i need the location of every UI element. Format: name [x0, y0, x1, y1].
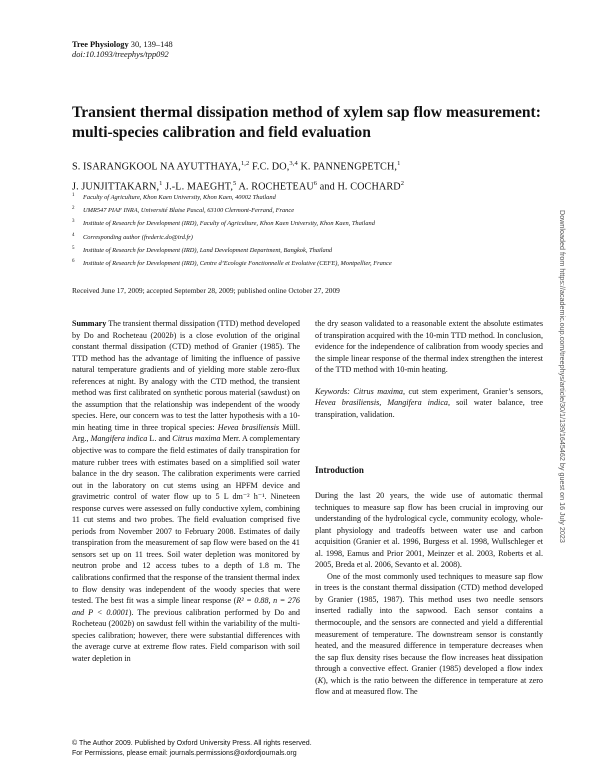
summary-text: b	[127, 619, 132, 629]
affiliation-item	[72, 233, 542, 246]
author-name: S. ISARANGKOOL NA AYUTTHAYA,	[72, 161, 241, 173]
summary-paragraph	[72, 318, 300, 664]
affiliation-number: 1	[72, 193, 75, 198]
author-list	[72, 156, 542, 196]
section-heading-introduction: Introduction	[315, 465, 364, 475]
species-name: Hevea brasiliensis	[217, 422, 280, 432]
species-name: Citrus maxima	[172, 434, 221, 444]
affiliation-list	[72, 193, 542, 272]
permissions-line[interactable]: For Permissions, please email: journals.permissions@oxfordjournals.org	[72, 749, 297, 757]
affiliation-number: 6	[72, 258, 75, 264]
author-affil-ref: 5	[233, 179, 237, 187]
summary-text: The transient thermal dissipation (TTD) method developed by Do and Rocheteau (2002	[72, 319, 300, 340]
summary-text: ) on sawdust fell within the variability of the multi-species calibration; however, there were substantial differences with the average curve at extreme flow rates. Field comparison with soil water depletion in	[72, 619, 300, 663]
summary-text: Müll. Arg.,	[72, 422, 300, 444]
species-name: Mangifera indica	[90, 434, 148, 444]
intro-text: ), which is the ratio between the difference in temperature at zero flow and at measured flow. The	[315, 675, 543, 697]
summary-column	[72, 318, 300, 664]
journal-name: Tree Physiology	[72, 40, 129, 49]
intro-text: One of the most commonly used techniques to measure sap flow in trees is the constant thermal dissipation (CTD) method developed by Granier (1985, 1987). This method uses two needle sensors inserted radially into the sapwood. Each sensor contains a thermocouple, and the sensors are connected and yield a differential measurement of temperature. The downstream sensor is constantly heated, and the measured difference in temperature decreases when the sap flux density rises because the flow increases heat dissipation through a convective effect. Granier (1985) developed a flow index (	[315, 571, 543, 685]
keywords-label: Keywords:	[315, 386, 350, 396]
summary-text: L. and	[147, 434, 173, 444]
summary-continued-column	[315, 318, 543, 420]
author-name: K. PANNENGPETCH,	[297, 161, 398, 173]
author-name: J.-L. MAEGHT,	[162, 181, 233, 193]
affiliation-number: 5	[72, 245, 75, 251]
affiliation-item	[72, 246, 542, 259]
journal-volume: 30, 139–148	[130, 40, 173, 49]
article-title: Transient thermal dissipation method of xylem sap flow measurement: multi-species calibration and field evaluation	[72, 104, 541, 141]
copyright-line: © The Author 2009. Published by Oxford University Press. All rights reserved.	[72, 740, 312, 747]
affiliation-item	[72, 219, 542, 232]
affiliation-text: Institute of Research for Development (IRD), Centre d’Ecologie Fonctionnelle et Evolutive (CEFE), Montpellier, France	[83, 259, 392, 267]
summary-label: Summary	[72, 319, 107, 328]
author-affil-ref: 1	[397, 160, 401, 167]
journal-header	[72, 40, 173, 60]
download-watermark: Downloaded from https://academic.oup.com/treephys/article/30/1/139/1645462 by guest on 16 July 2023	[558, 210, 567, 543]
affiliation-item	[72, 259, 542, 272]
summary-paragraph: the dry season validated to a reasonable extent the absolute estimates of transpiration acquired with the 10-min TTD method. In conclusion, evidence for the independence of calibration from woody species and the simple linear response of the thermal index strengthen the interest of the TTD method with 10-min heating.	[315, 319, 543, 375]
affiliation-number: 4	[72, 232, 75, 238]
affiliation-text: Institute of Research for Development (IRD), Faculty of Agriculture, Khon Kaen University, Khon Kaen, Thailand	[83, 220, 375, 228]
keyword-text: Hevea brasiliensis, Mangifera indica,	[315, 398, 451, 408]
keywords	[315, 386, 543, 421]
summary-text: Merr. A complementary objective was to compare the field estimates of daily transpiration for mature rubber trees with estimates based on a simplified soil water balance in the dry season. The calibration experiments were carried out in the laboratory on cut stems using an HPFM device and gravimetric control of water flow up to 5 L dm⁻² h⁻¹. Nineteen response curves were assessed on fully conductive xylem, combining 11 cut stems and two probes. The field evaluation comprised five periods from November 2007 to February 2008. Estimates of daily transpiration from the measurement of sap flow were based on the 41 sensors set up on 11 trees. Soil water depletion was monitored by neutron probe and 12 access tubes to a depth of 1.8 m. The calibrations confirmed that the response of the transient thermal index to flow density was independent of the woody species that were tested. The best fit was a simple linear response (	[72, 434, 300, 606]
intro-paragraph	[315, 571, 543, 698]
affiliation-item	[72, 206, 542, 219]
author-name: and H. COCHARD	[317, 181, 401, 193]
summary-text: ) is a close evolution of the original constant thermal dissipation (CTD) method of Granier (1985). The TTD method has the advantage of limiting the influence of passive natural temperature gradients and of yielding more stable zero-flux references at night. By analogy with the CTD method, the transient method was first calibrated on synthetic porous material (sawdust) on the assumption that the relationship was independent of the woody species. Here, our concern was to test the latter hypothesis with a 10-min heating time in three tropical species:	[72, 330, 300, 432]
author-name: J. JUNJITTAKARN,	[72, 181, 160, 193]
author-name: F.C. DO,	[249, 161, 290, 173]
intro-paragraph: During the last 20 years, the wide use of automatic thermal techniques to measure sap flow has been crucial in improving our understanding of the hydrological cycle, community ecology, whole-plant physiology and tradeoffs between water use and carbon acquisition (Granier et al. 1996, Burgess et al. 1998, Wullschleger et al. 1998, Eamus and Prior 2001, Meinzer et al. 2003, Roberts et al. 2005, Breda et al. 2006, Sevanto et al. 2008).	[315, 491, 543, 570]
affiliation-text: Faculty of Agriculture, Khon Kaen University, Khon Kaen, 40002 Thailand	[83, 194, 276, 201]
keyword-text: soil water balance, tree transpiration, validation.	[315, 398, 543, 419]
author-affil-ref: 2	[400, 179, 405, 187]
affiliation-number: 3	[72, 219, 75, 225]
publication-dates: Received June 17, 2009; accepted September 28, 2009; published online October 27, 2009	[72, 286, 340, 295]
affiliation-item	[72, 193, 542, 206]
author-affil-ref: 3,4	[289, 160, 298, 167]
keyword-text: cut stem experiment, Granier’s sensors,	[405, 386, 543, 396]
author-affil-ref: 6	[313, 179, 318, 187]
author-affil-ref: 1	[159, 179, 163, 187]
statistics: R² = 0.88, n = 276 and P < 0.0001	[72, 596, 300, 617]
author-affil-ref: 1,2	[240, 160, 250, 167]
corresponding-author[interactable]: Corresponding author (frederic.do@ird.fr)	[83, 233, 193, 241]
affiliation-text: UMR547 PIAF INRA, Université Blaise Pascal, 63100 Clermont-Ferrand, France	[83, 207, 295, 215]
summary-text: ). The previous calibration performed by Do and Rocheteau (2002	[72, 607, 300, 629]
intro-symbol: K	[317, 675, 324, 685]
keyword-text: Citrus maxima,	[349, 386, 406, 396]
journal-doi[interactable]: doi:10.1093/treephys/tpp092	[72, 50, 169, 59]
affiliation-text: Institute of Research for Development (IRD), Land Development Department, Bangkok, Thailand	[83, 246, 333, 254]
summary-text: b	[169, 330, 174, 340]
affiliation-number: 2	[72, 206, 75, 212]
introduction-section	[315, 490, 543, 698]
author-name: A. ROCHETEAU	[236, 181, 314, 193]
copyright-footer	[72, 739, 312, 758]
